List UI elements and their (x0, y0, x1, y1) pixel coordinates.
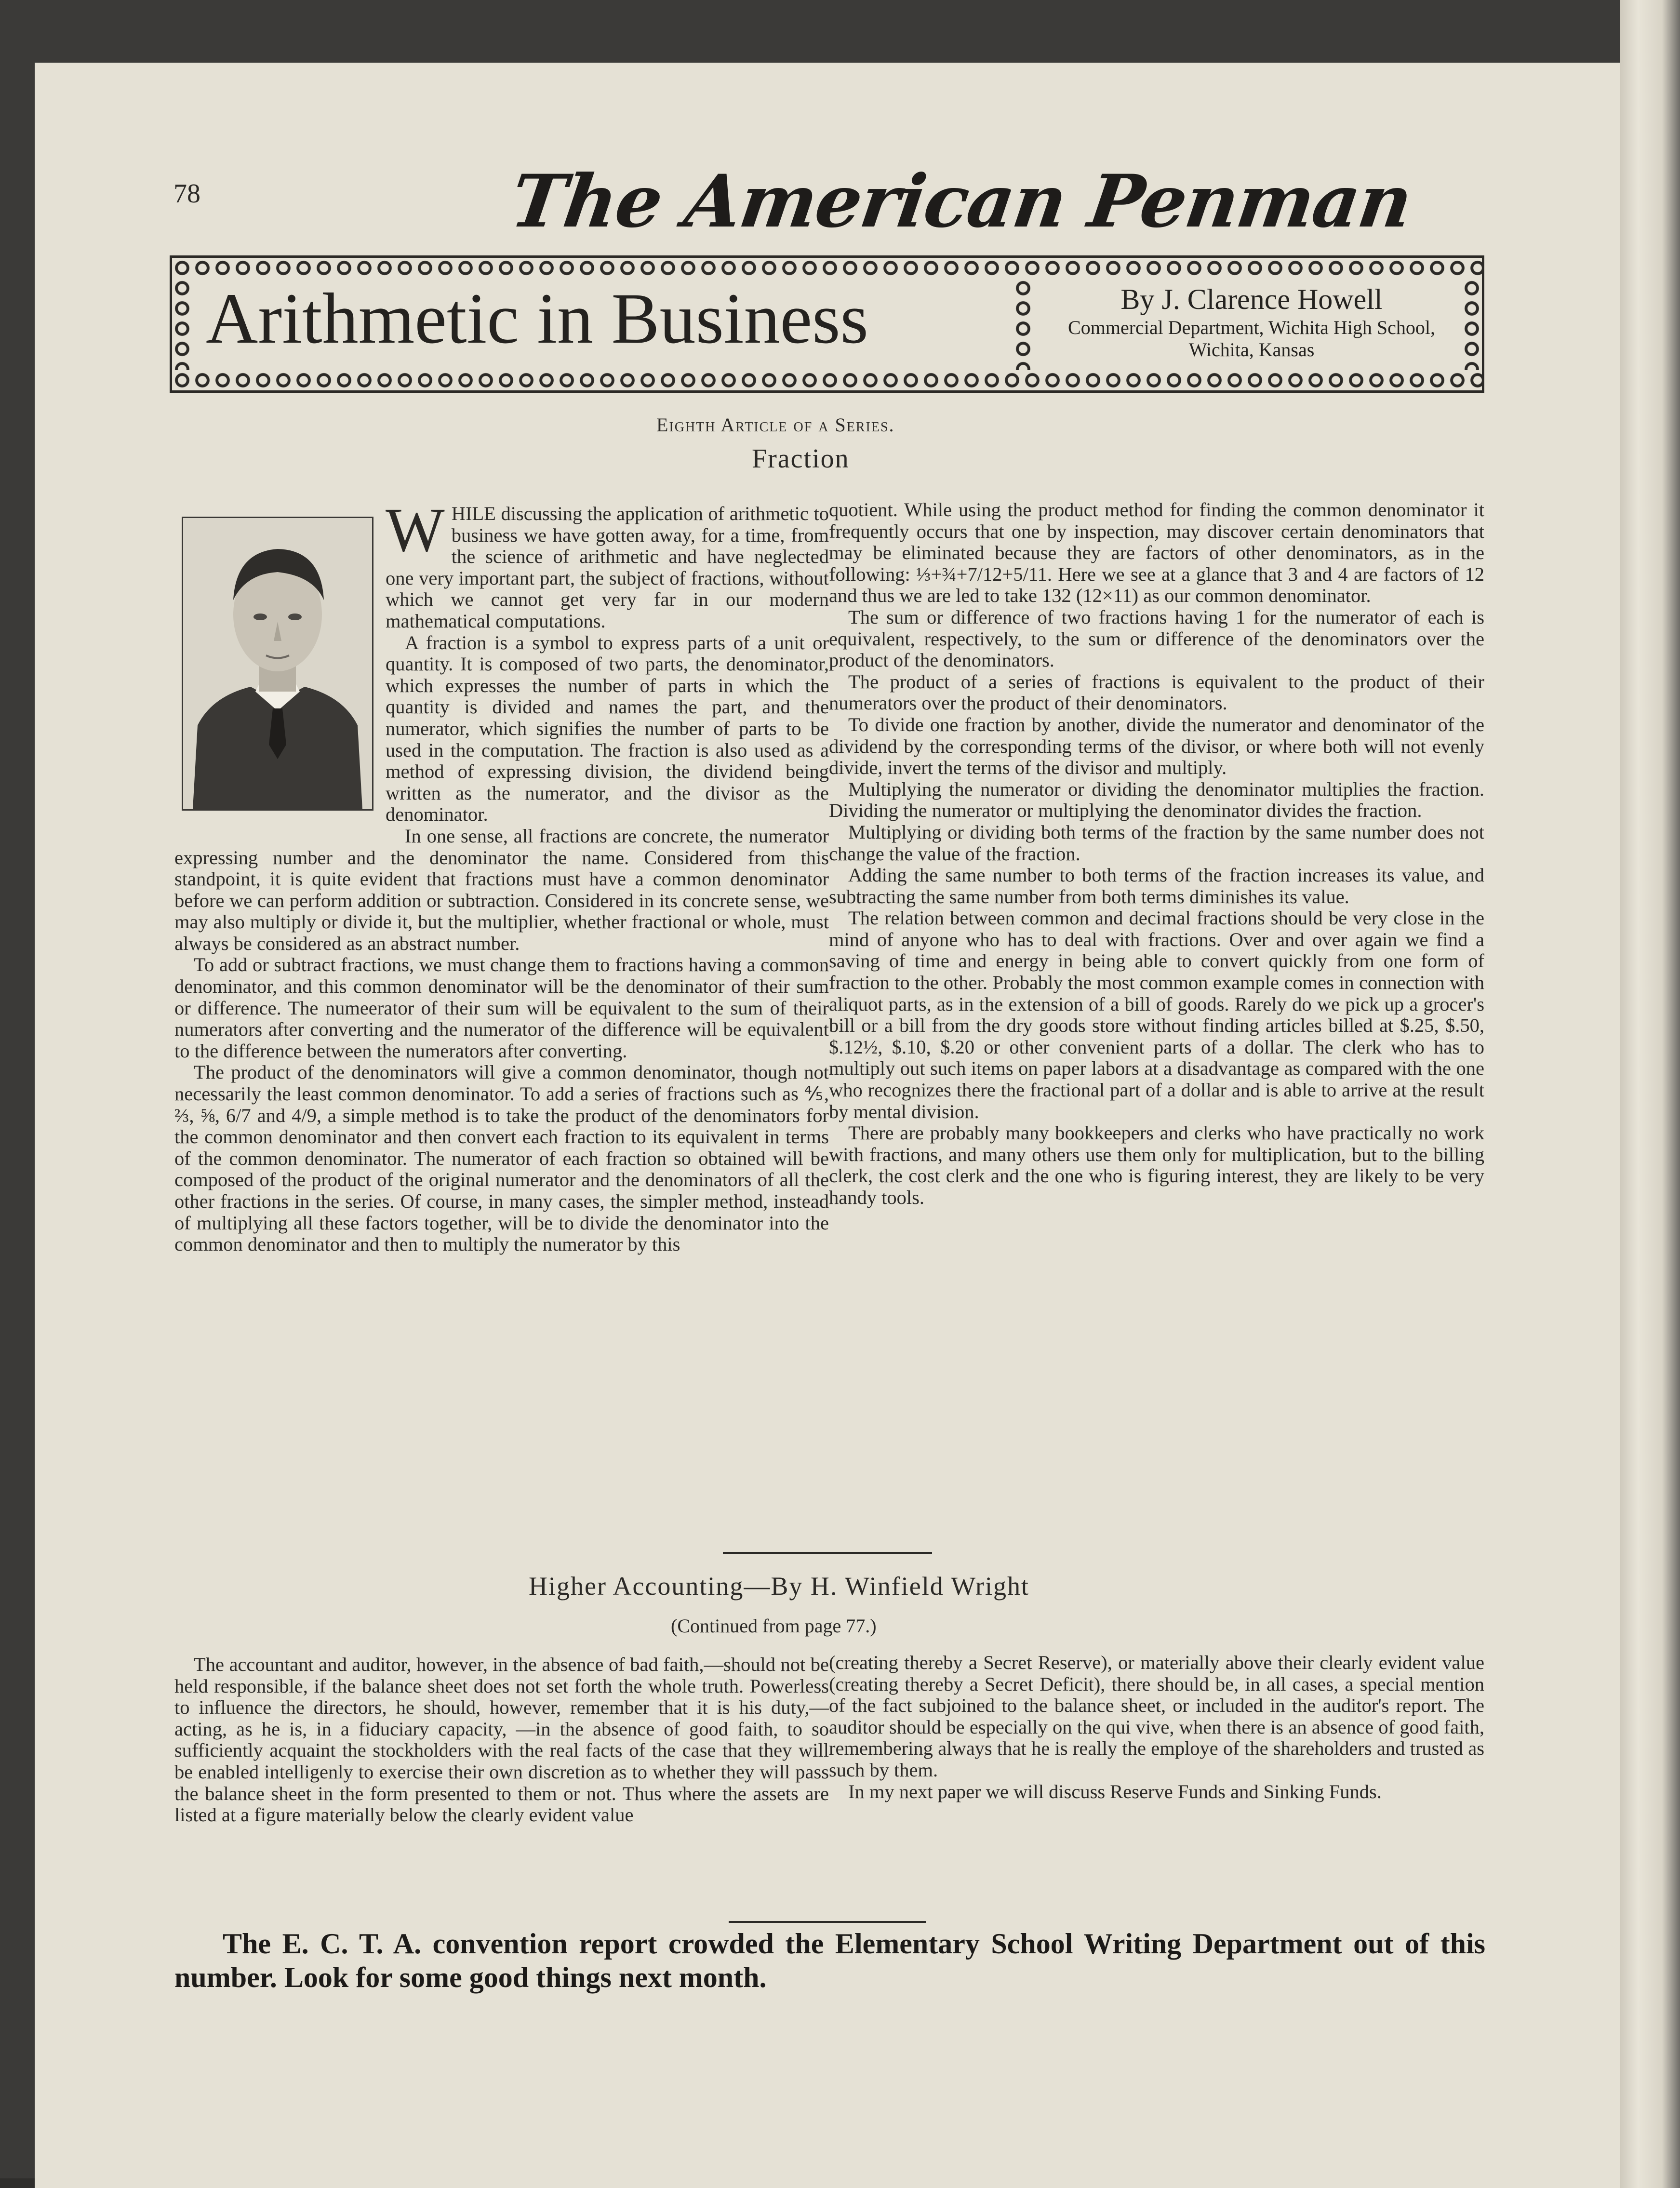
article-paragraph: WHILE discussing the application of arithmetic to business we have gotten away, for a time, from the science of arithmetic and have neglected one very important part, the subject of fractions, without which we cannot get very far in our modern mathematical computations. (386, 495, 829, 632)
author-affiliation-line2: Wichita, Kansas (1188, 339, 1315, 360)
ornamental-border-right (1462, 278, 1482, 370)
article-paragraph: Multiplying the numerator or dividing the denominator multiplies the fraction. Dividing the numerator or multiplying the denominator divides the fraction. (829, 778, 1484, 822)
article-column-2 (829, 499, 1484, 1209)
author-affiliation-line1: Commercial Department, Wichita High School, (1068, 317, 1435, 338)
byline-block (1040, 282, 1464, 361)
page-number: 78 (173, 179, 200, 209)
article-column-1 (174, 495, 829, 1255)
footer-note: The E. C. T. A. convention report crowded the Elementary School Writing Department out of this number. Look for some good things next month. (174, 1928, 1485, 1993)
scan-background-top (0, 0, 1620, 63)
footer-divider (729, 1921, 926, 1923)
article-paragraph: There are probably many bookkeepers and clerks who have practically no work with fractions, and many others use them only for multiplication, but to the billing clerk, the cost clerk and the one who is figuring interest, they are likely to be very handy tools. (829, 1122, 1484, 1208)
article-paragraph: The relation between common and decimal fractions should be very close in the mind of anyone who has to deal with fractions. Over and over again we find a saving of time and energy in being able to convert quickly from one form of fraction to the other. Probably the most common example comes in connection with aliquot parts, as in the extension of a bill of goods. Rarely do we pick up a grocer's bill or a bill from the dry goods store without finding articles billed at $.25, $.50, $.12½, $.10, $.20 or other convenient parts of a dollar. The clerk who has to multiply out such items on paper labors at a disadvantage as compared with the one who recognizes there the fractional part of a dollar and is able to arrive at the result by mental division. (829, 907, 1484, 1122)
article-paragraph: To add or subtract fractions, we must change them to fractions having a common denominator, and this common denominator will be the denominator of their sum or difference. The numeerator of their sum will be equivalent to the sum of their numerators after converting and the numerator of the difference will be equivalent to the difference between the numerators after converting. (174, 954, 829, 1062)
article-paragraph: The sum or difference of two fractions having 1 for the numerator of each is equivalent, respectively, to the sum or difference of the denominators over the product of the denominators. (829, 606, 1484, 671)
second-article-column-2 (829, 1652, 1484, 1802)
section-divider (723, 1552, 932, 1554)
adjacent-page-edge (1620, 0, 1680, 2188)
ornamental-border-top (172, 258, 1482, 278)
article-paragraph: quotient. While using the product method for finding the common denominator it frequently occurs that one by inspection, may discover certain denominators that may be eliminated because they are factors of other denominators, as in the following: ⅓+¾+7/12+5/11. Here we see at a glance that 3 and 4 are factors of 12 and thus we are led to take 132 (12×11) as our common denominator. (829, 499, 1484, 607)
article-paragraph: A fraction is a symbol to express parts of a unit or quantity. It is composed of two parts, the denominator, which expresses the number of parts in which the quantity is divided and names the part, and the numerator, which signifies the number of parts to be used in the computation. The fraction is also used as a method of expressing division, the dividend being written as the numerator, and the divisor as the denominator. (386, 631, 829, 826)
article-paragraph: The product of a series of fractions is equivalent to the product of their numerators over the product of their denominators. (829, 670, 1484, 714)
drop-cap: W (386, 495, 445, 565)
article-paragraph: To divide one fraction by another, divide the numerator and denominator of the dividend by the corresponding terms of the divisor, or where both will not evenly divide, invert the terms of the divisor and multiply. (829, 713, 1484, 779)
magazine-page (35, 63, 1620, 2188)
ornamental-border-bottom (172, 370, 1482, 390)
article-paragraph: In one sense, all fractions are concrete, the numerator expressing number and the denominator the name. Considered from this standpoint, it is quite evident that fractions must have a common denominator before we can perform addition or subtraction. Considered in its concrete sense, we may also multiply or divide it, but the multiplier, whether fractional or whole, must always be considered as an abstract number. (174, 825, 829, 954)
article-paragraph: Multiplying or dividing both terms of the fraction by the same number does not change the value of the fraction. (829, 821, 1484, 865)
ornamental-border-left (172, 278, 192, 370)
masthead: The American Penman (506, 159, 1417, 244)
article-header-box (170, 255, 1484, 393)
article-paragraph: The accountant and auditor, however, in the absence of bad faith,—should not be held responsible, if the balance sheet does not set forth the whole truth. Powerless to influence the directors, he should, however, remember that it is his duty,—acting, as he is, in a fiduciary capacity, —in the absence of good faith, to so sufficiently acquaint the stockholders with the real facts of the case that they will be enabled intelligenly to exercise their own discretion as to whether they will pass the balance sheet in the form presented to them or not. Thus where the assets are listed at a figure materially below the clearly evident value (174, 1654, 829, 1826)
article-paragraph: (creating thereby a Secret Reserve), or materially above their clearly evident value (creating thereby a Secret Deficit), there should be, in all cases, a special mention of the fact subjoined to the balance sheet, or included in the auditor's report. The auditor should be especially on the qui vive, when there is an absence of good faith, remembering always that he is really the employe of the shareholders and trusted as such by them. (829, 1652, 1484, 1781)
second-article-column-1 (174, 1654, 829, 1826)
article-paragraph: The product of the denominators will give a common denominator, though not necessarily the least common denominator. To add a series of fractions such as ⅘, ⅔, ⅝, 6/7 and 4/9, a simple method is to take the product of the denominators for the common denominator and then convert each fraction to its equivalent in terms of the common denominator. The numerator of each fraction so obtained will be composed of the product of the original numerator and the denominators of all the other fractions in the series. Of course, in many cases, the simpler method, instead of multiplying all these factors together, will be to divide the denominator into the common denominator and then to multiply the numerator by this (174, 1061, 829, 1255)
ornamental-border-divider (1013, 278, 1033, 370)
author-name: By J. Clarence Howell (1120, 283, 1383, 315)
series-note: Eighth Article of a Series. (656, 414, 895, 436)
section-title: Fraction (752, 444, 850, 474)
article-paragraph: Adding the same number to both terms of the fraction increases its value, and subtracting the same number from both terms diminishes its value. (829, 864, 1484, 907)
article-title: Arithmetic in Business (206, 279, 868, 359)
second-article-title: Higher Accounting—By H. Winfield Wright (529, 1572, 1030, 1601)
article-paragraph: In my next paper we will discuss Reserve Funds and Sinking Funds. (848, 1780, 1382, 1802)
continued-note: (Continued from page 77.) (671, 1615, 877, 1637)
